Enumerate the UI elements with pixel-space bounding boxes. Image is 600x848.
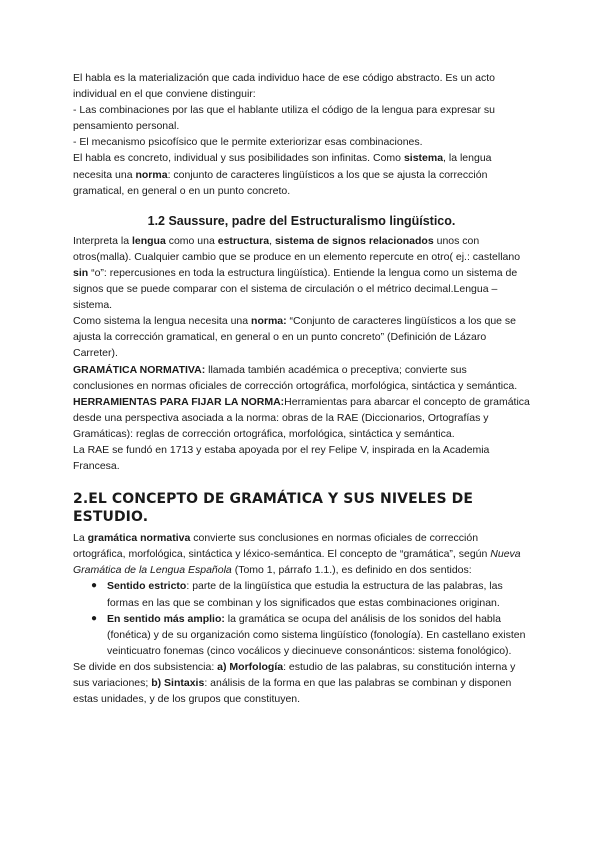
text: “Conjunto de caracteres lingüísticos a los que se ajusta la corrección gramatical, en general o en un punto concreto” (Definición de Lázaro Carreter). [73,315,516,360]
text: como una [165,234,218,247]
bold-term: a) Morfología [217,660,284,673]
text: : análisis de la forma en que las palabras se combinan y disponen estas unidades, y de los grupos que constituyen. [73,677,512,706]
section-1-paragraph-1 [73,233,530,313]
text: , [269,234,275,247]
bold-term: sistema de signos relacionados [274,234,434,247]
bold-term: sistema [403,152,444,165]
bold-term: gramática normativa [87,532,191,545]
section-1-paragraph-3 [73,362,530,394]
list-item [91,611,530,659]
bullet-icon: ● [91,580,98,592]
text: - El mecanismo psicofísico que le permite exteriorizar esas combinaciones. [73,136,423,149]
italic-title: Nueva Gramática de la Lengua Española [73,548,521,577]
bold-term: HERRAMIENTAS PARA FIJAR LA NORMA: [73,395,285,408]
document-page [73,70,530,707]
text: Se divide en dos subsistencia: [73,660,218,673]
text: Interpreta la [73,234,132,247]
text: : parte de la lingüística que estudia la estructura de las palabras, las formas en las que se combinan y los significados que estas combinaciones originan. [107,580,503,609]
intro-paragraph-2 [73,102,530,134]
text: : conjunto de caracteres lingüísticos a los que se ajusta la corrección gramatical, en general o en un punto concreto. [73,168,488,197]
text: la gramática se ocupa del análisis de los sonidos del habla (fonética) y de su organización como sistema lingüístico (fonología). En castellano existen veinticuatro fonemas (cinco vocálicos y diecinueve consonánticos: sistema fonológico). [107,612,526,657]
text: , la lengua necesita una [73,152,492,181]
section-1-heading: 1.2 Saussure, padre del Estructuralismo lingüístico. [147,213,456,228]
bold-term: Sentido estricto [107,580,187,593]
text: La RAE se fundó en 1713 y estaba apoyada por el rey Felipe V, inspirada en la Academia Francesa. [73,443,490,473]
intro-paragraph-1 [73,70,530,102]
bold-term: GRAMÁTICA NORMATIVA: [73,363,206,376]
text: “o”: repercusiones en toda la estructura lingüística). Entiende la lengua como un sistema de signos que se puede comparar con el sistema de circulación o el métrico decimal.Lengua – sistema. [73,266,518,312]
text: Herramientas para abarcar el concepto de gramática desde una perspectiva asociada a la norma: obras de la RAE (Diccionarios, Ortografías y Gramáticas): reglas de corrección ortográfica, morfológica, sintáctica y semántica. [73,395,530,440]
text: (Tomo 1, párrafo 1.1.), es definido en dos sentidos: [231,564,472,577]
bold-term: norma [135,168,168,181]
text: El habla es la materialización que cada individuo hace de ese código abstracto. Es un acto individual en el que conviene distinguir: [73,72,496,101]
section-1-paragraph-5 [73,442,530,474]
bullet-icon: ● [91,612,98,624]
bold-term: norma: [251,315,287,328]
text: La [73,532,88,545]
list-item [91,578,530,610]
bold-term: En sentido más amplio: [107,612,225,625]
section-2-paragraph-2 [73,659,530,707]
section-1-paragraph-4 [73,394,530,442]
definition-list [73,578,530,658]
text: Como sistema la lengua necesita una [73,315,252,328]
text: convierte sus conclusiones en normas oficiales de corrección ortográfica, morfológica, sintáctica y léxico-semántica. El concepto de “gramática”, según [73,532,491,561]
text: : estudio de las palabras, su constitución interna y sus variaciones; [73,660,516,689]
bold-term: sin [73,266,89,279]
section-2-heading: 2.EL CONCEPTO DE GRAMÁTICA Y SUS NIVELES DE ESTUDIO. [73,491,473,526]
bold-term: lengua [131,234,166,247]
text: llamada también académica o preceptiva; convierte sus conclusiones en normas oficiales de corrección ortográfica, morfológica, sintáctica y semántica. [73,363,518,392]
bold-term: b) Sintaxis [151,677,205,689]
text: El habla es concreto, individual y sus posibilidades son infinitas. Como [73,152,404,165]
section-2-paragraph-1 [73,530,530,578]
bold-term: estructura [217,234,270,247]
intro-paragraph-4 [73,150,530,198]
text: - Las combinaciones por las que el hablante utiliza el código de la lengua para expresar su pensamiento personal. [73,104,496,133]
intro-paragraph-3 [73,134,530,150]
section-1-paragraph-2 [73,313,530,361]
text: unos con otros(malla). Cualquier cambio que se produce en un elemento repercute en otro( ej.: castellano [73,234,521,263]
